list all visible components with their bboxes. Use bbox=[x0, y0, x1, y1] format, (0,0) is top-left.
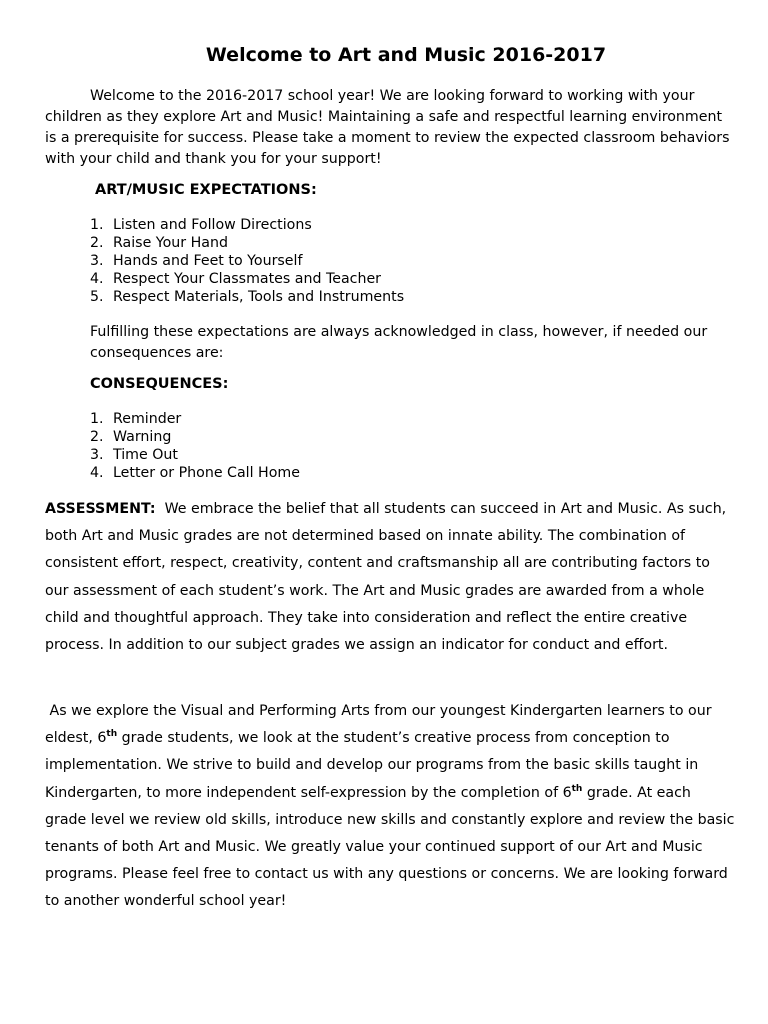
list-number: 3. bbox=[90, 253, 104, 269]
ordinal-suffix: th bbox=[106, 729, 118, 740]
list-number: 4. bbox=[90, 271, 104, 287]
list-item bbox=[90, 216, 404, 234]
arts-text-2: grade students, we look at the student’s creative process from conception to implementation. We strive to build and develop our programs from the basic skills taught in Kindergarten, to more independent self-expression by the completion of 6 bbox=[45, 730, 699, 801]
expectations-heading: ART/MUSIC EXPECTATIONS: bbox=[95, 182, 317, 198]
list-text: Listen and Follow Directions bbox=[113, 217, 312, 233]
list-item bbox=[90, 234, 404, 252]
arts-paragraph bbox=[45, 698, 735, 916]
page-title: Welcome to Art and Music 2016-2017 bbox=[205, 44, 607, 66]
list-number: 2. bbox=[90, 235, 104, 251]
list-number: 5. bbox=[90, 289, 104, 305]
list-text: Letter or Phone Call Home bbox=[113, 465, 300, 481]
list-item bbox=[90, 252, 404, 270]
arts-text-1: As we explore the Visual and Performing Arts from our youngest Kindergarten learners to our eldest, 6 bbox=[45, 703, 712, 747]
intro-paragraph: Welcome to the 2016-2017 school year! We are looking forward to working with your children as they explore Art and Music! Maintaining a safe and respectful learning environment is a prerequisite for success. Please take a moment to review the expected classroom behaviors with your child and thank you for your support! bbox=[45, 88, 730, 167]
list-text: Time Out bbox=[113, 447, 178, 463]
list-item bbox=[90, 464, 300, 482]
list-item bbox=[90, 410, 300, 428]
assessment-label: ASSESSMENT: bbox=[45, 501, 156, 517]
list-text: Raise Your Hand bbox=[113, 235, 228, 251]
list-text: Reminder bbox=[113, 411, 182, 427]
fulfilling-paragraph: Fulfilling these expectations are always acknowledged in class, however, if needed our consequences are: bbox=[90, 324, 708, 361]
list-item bbox=[90, 428, 300, 446]
ordinal-suffix: th bbox=[571, 783, 583, 794]
list-number: 1. bbox=[90, 217, 104, 233]
assessment-text: We embrace the belief that all students can succeed in Art and Music. As such, both Art and Music grades are not determined based on innate ability. The combination of consistent effort, respect, creativity, content and craftsmanship all are contributing factors to our assessment of each student’s work. The Art and Music grades are awarded from a whole child and thoughtful approach. They take into consideration and reflect the entire creative process. In addition to our subject grades we assign an indicator for conduct and effort. bbox=[45, 501, 727, 654]
list-text: Respect Your Classmates and Teacher bbox=[113, 271, 382, 287]
list-item bbox=[90, 288, 404, 306]
list-text: Respect Materials, Tools and Instruments bbox=[113, 289, 405, 305]
arts-text-3: grade. At each grade level we review old skills, introduce new skills and constantly explore and review the basic tenants of both Art and Music. We greatly value your continued support of our Art and Music programs. Please feel free to contact us with any questions or concerns. We are looking forward to another wonderful school year! bbox=[45, 784, 735, 910]
list-text: Warning bbox=[113, 429, 172, 445]
list-number: 2. bbox=[90, 429, 104, 445]
consequences-heading: CONSEQUENCES: bbox=[90, 376, 229, 392]
list-number: 3. bbox=[90, 447, 104, 463]
list-item bbox=[90, 446, 300, 464]
expectations-list bbox=[90, 216, 404, 306]
list-item bbox=[90, 270, 404, 288]
list-text: Hands and Feet to Yourself bbox=[113, 253, 303, 269]
consequences-list bbox=[90, 410, 300, 482]
list-number: 1. bbox=[90, 411, 104, 427]
assessment-paragraph bbox=[45, 496, 735, 659]
list-number: 4. bbox=[90, 465, 104, 481]
